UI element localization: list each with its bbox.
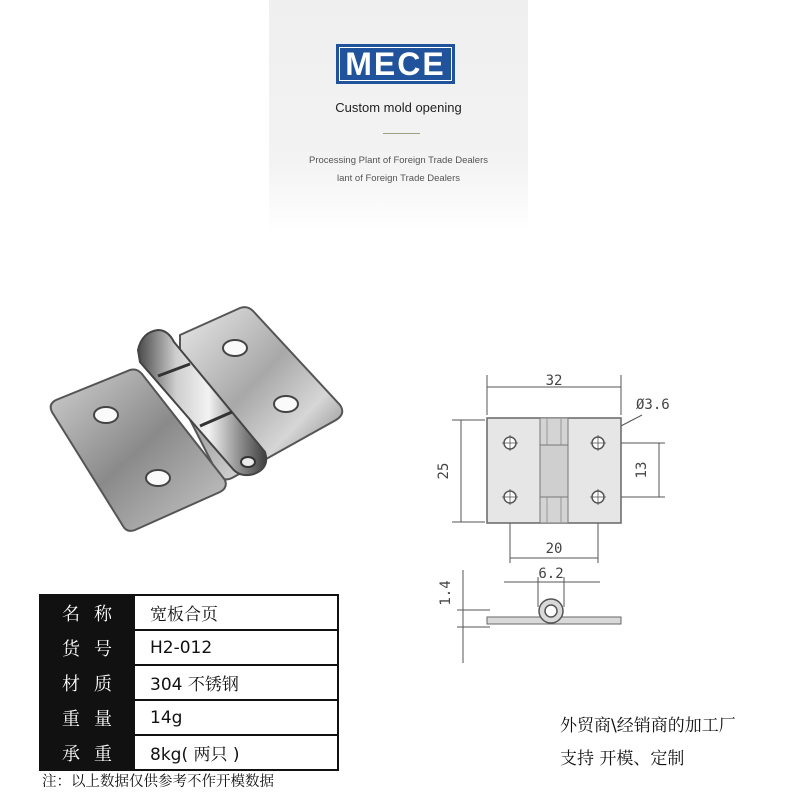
spec-label: 承重 [40,735,134,770]
spec-row-name [40,595,338,630]
spec-label: 货号 [40,630,134,665]
subline-2: lant of Foreign Trade Dealers [336,173,461,184]
dim-hole-spacing-v-label: 13 [634,461,650,479]
hinge-photo [40,290,360,550]
spec-label: 材质 [40,665,134,700]
promo-line-1: 外贸商\经销商的加工厂 [560,716,736,736]
spec-value: 14g [134,700,338,735]
disclaimer-note: 注：以上数据仅供参考不作开模数据 [42,774,274,790]
dim-knuckle-label: 6.2 [538,566,564,582]
dim-height-label: 25 [436,462,452,480]
spec-table [39,594,339,771]
spec-row-item-no [40,630,338,665]
dim-thickness-label: 1.4 [438,580,454,606]
spec-value: 宽板合页 [134,595,338,630]
spec-label: 名称 [40,595,134,630]
spec-row-load [40,735,338,770]
spec-row-material [40,665,338,700]
header-banner [269,0,528,232]
spec-value: 8kg( 两只 ) [134,735,338,770]
spec-value: H2-012 [134,630,338,665]
dim-hole-spacing-h-label: 20 [545,541,563,557]
dim-width-label: 32 [545,373,563,389]
divider-line [383,133,420,134]
spec-label: 重量 [40,700,134,735]
brand-logo: MECE [336,44,455,84]
tagline: Custom mold opening [335,100,462,115]
spec-row-weight [40,700,338,735]
technical-drawing [430,365,670,665]
dim-hole-label: Ø3.6 [636,397,670,413]
spec-value: 304 不锈钢 [134,665,338,700]
promo-line-2: 支持 开模、定制 [560,749,685,769]
subline-1: Processing Plant of Foreign Trade Dealers [308,155,488,166]
